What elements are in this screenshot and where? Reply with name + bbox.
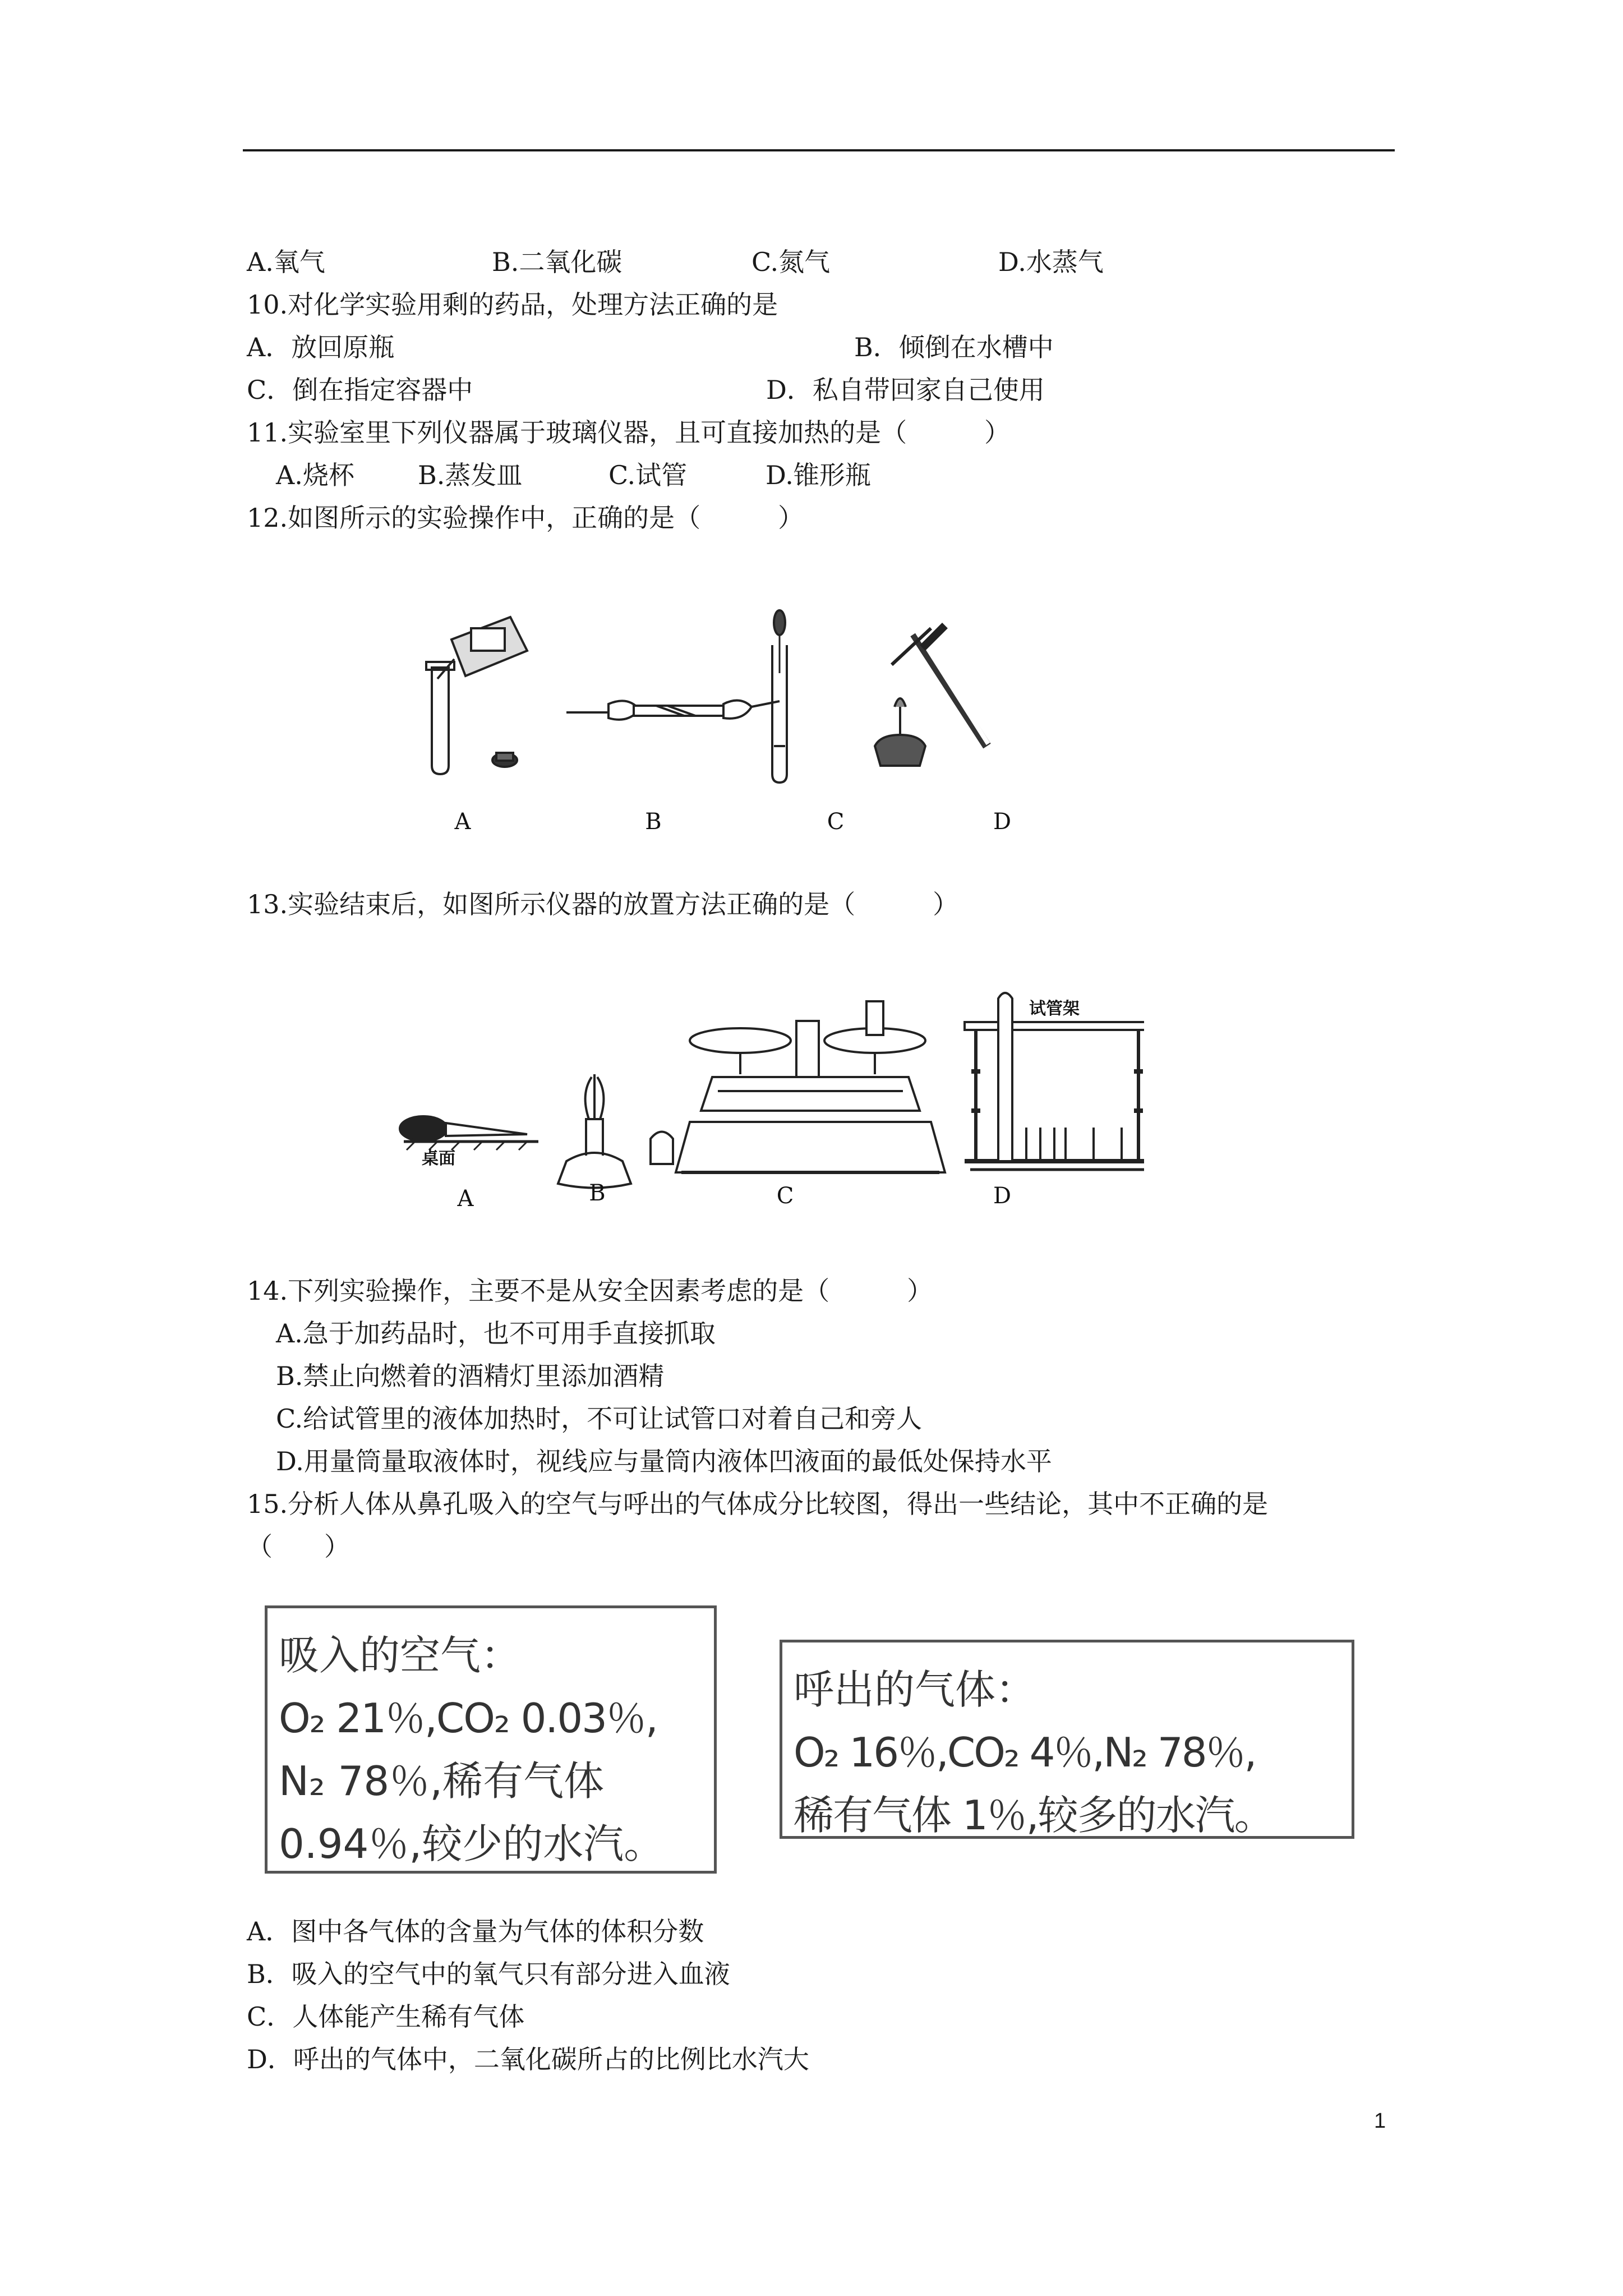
q12-c-illustration bbox=[772, 610, 787, 783]
header-rule bbox=[243, 149, 1395, 151]
q12-stem: 12.如图所示的实验操作中，正确的是（ ） bbox=[247, 503, 804, 533]
exhaled-gas-line-1: O₂ 16％,CO₂ 4％,N₂ 78％, bbox=[794, 1729, 1256, 1776]
q15-option-c: C．人体能产生稀有气体 bbox=[247, 2001, 525, 2032]
q10-option-c: C．倒在指定容器中 bbox=[247, 375, 473, 405]
q12-label-d: D bbox=[993, 809, 1012, 835]
q14-stem: 14.下列实验操作，主要不是从安全因素考虑的是（ ） bbox=[247, 1276, 933, 1306]
q13-label-b: B bbox=[589, 1180, 606, 1206]
q9-option-b: B.二氧化碳 bbox=[492, 247, 623, 277]
exhaled-gas-title: 呼出的气体： bbox=[794, 1666, 1036, 1713]
page-number: 1 bbox=[1374, 2109, 1386, 2133]
q15-option-b: B．吸入的空气中的氧气只有部分进入血液 bbox=[247, 1959, 730, 1989]
q14-option-c: C.给试管里的液体加热时，不可让试管口对着自己和旁人 bbox=[276, 1404, 923, 1434]
q12-d-illustration bbox=[875, 625, 988, 766]
q9-option-c: C.氮气 bbox=[751, 247, 831, 277]
q12-label-b: B bbox=[645, 809, 662, 835]
q9-option-d: D.水蒸气 bbox=[998, 247, 1104, 277]
q13-d-illustration bbox=[965, 993, 1144, 1170]
inhaled-air-line-2: N₂ 78％,稀有气体 bbox=[279, 1757, 605, 1805]
q15-option-a: A．图中各气体的含量为气体的体积分数 bbox=[247, 1916, 704, 1947]
q11-option-b: B.蒸发皿 bbox=[418, 460, 523, 490]
q11-stem: 11.实验室里下列仪器属于玻璃仪器，且可直接加热的是（ ） bbox=[247, 417, 1011, 448]
q13-a-illustration bbox=[400, 1116, 538, 1150]
q12-label-a: A bbox=[454, 809, 471, 835]
q13-annotation-rack: 试管架 bbox=[1029, 999, 1080, 1019]
q13-label-d: D bbox=[993, 1183, 1012, 1209]
q11-option-c: C.试管 bbox=[608, 460, 688, 490]
q12-a-illustration bbox=[426, 617, 527, 774]
exhaled-gas-box bbox=[780, 1640, 1354, 1839]
q12-label-c: C bbox=[827, 809, 845, 835]
inhaled-air-line-1: O₂ 21％,CO₂ 0.03％, bbox=[279, 1695, 657, 1742]
q10-option-a: A．放回原瓶 bbox=[247, 332, 395, 362]
q13-b-illustration bbox=[558, 1074, 673, 1188]
q10-stem: 10.对化学实验用剩的药品，处理方法正确的是 bbox=[247, 289, 778, 320]
q12-b-illustration bbox=[566, 701, 780, 720]
q13-c-illustration bbox=[676, 1001, 945, 1172]
q9-option-a: A.氧气 bbox=[247, 247, 325, 277]
q14-option-b: B.禁止向燃着的酒精灯里添加酒精 bbox=[276, 1361, 665, 1391]
q12-figure bbox=[393, 606, 1178, 841]
q13-label-c: C bbox=[776, 1183, 794, 1209]
q13-figure bbox=[393, 976, 1144, 1223]
q14-option-a: A.急于加药品时，也不可用手直接抓取 bbox=[276, 1318, 716, 1349]
q13-annotation-desk: 桌面 bbox=[422, 1149, 455, 1168]
q13-label-a: A bbox=[457, 1186, 474, 1212]
inhaled-air-title: 吸入的空气： bbox=[279, 1632, 522, 1679]
q14-option-d: D.用量筒量取液体时，视线应与量筒内液体凹液面的最低处保持水平 bbox=[276, 1446, 1052, 1476]
q11-option-a: A.烧杯 bbox=[276, 460, 354, 490]
q15-stem-continuation: （ ） bbox=[247, 1531, 350, 1562]
q15-option-d: D．呼出的气体中，二氧化碳所占的比例比水汽大 bbox=[247, 2044, 809, 2074]
q15-stem: 15.分析人体从鼻孔吸入的空气与呼出的气体成分比较图，得出一些结论，其中不正确的是 bbox=[247, 1489, 1269, 1519]
q10-option-d: D．私自带回家自己使用 bbox=[766, 375, 1045, 405]
exhaled-gas-line-2: 稀有气体 1％,较多的水汽。 bbox=[794, 1792, 1274, 1839]
q13-stem: 13.实验结束后，如图所示仪器的放置方法正确的是（ ） bbox=[247, 889, 959, 919]
inhaled-air-box bbox=[265, 1605, 717, 1874]
q11-option-d: D.锥形瓶 bbox=[766, 460, 871, 490]
inhaled-air-line-3: 0.94％,较少的水汽。 bbox=[279, 1820, 665, 1867]
q10-option-b: B．倾倒在水槽中 bbox=[854, 332, 1054, 362]
